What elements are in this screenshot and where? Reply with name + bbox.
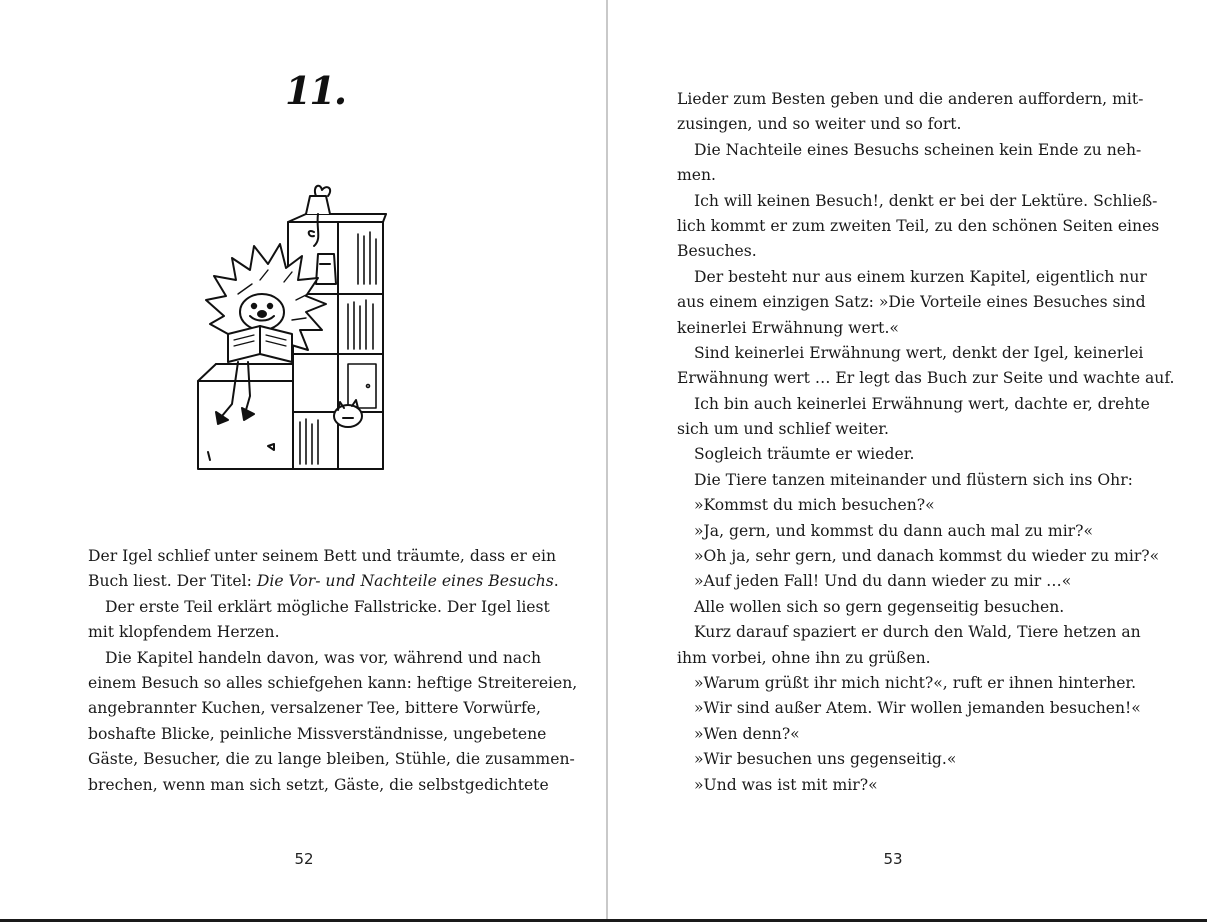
text-line: Besuches.: [677, 242, 757, 261]
text-line: Kurz darauf spaziert er durch den Wald, Tiere hetzen an: [694, 623, 1141, 642]
text-fragment: .: [553, 572, 559, 591]
text-line: »Und was ist mit mir?«: [694, 775, 878, 794]
text-line: »Ja, gern, und kommst du dann auch mal zu mir?«: [694, 521, 1094, 540]
text-line: Die Nachteile eines Besuchs scheinen kein Ende zu neh-: [694, 140, 1142, 159]
text-line: Sogleich träumte er wieder.: [694, 445, 915, 464]
left-page-body-text: [88, 544, 578, 798]
text-line: aus einem einzigen Satz: »Die Vorteile eines Besuches sind: [677, 293, 1146, 312]
text-line: lich kommt er zum zweiten Teil, zu den schönen Seiten eines: [677, 216, 1160, 235]
text-line: Der besteht nur aus einem kurzen Kapitel, eigentlich nur: [694, 267, 1147, 286]
text-line: keinerlei Erwähnung wert.«: [677, 318, 899, 337]
text-line: Ich will keinen Besuch!, denkt er bei der Lektüre. Schließ-: [694, 191, 1158, 210]
right-page-body-text: [677, 87, 1175, 798]
text-line: einem Besuch so alles schiefgehen kann: heftige Streitereien,: [88, 673, 578, 692]
text-line: »Wen denn?«: [694, 724, 800, 743]
text-fragment: Buch liest. Der Titel:: [88, 572, 257, 591]
text-line: Der Igel schlief unter seinem Bett und träumte, dass er ein: [88, 547, 556, 565]
text-line: »Wir besuchen uns gegenseitig.«: [694, 750, 957, 769]
text-line: men.: [677, 166, 717, 185]
text-line: brechen, wenn man sich setzt, Gäste, die selbstgedichtete: [88, 775, 549, 794]
text-line: Ich bin auch keinerlei Erwähnung wert, dachte er, drehte: [694, 394, 1150, 413]
text-line: »Auf jeden Fall! Und du dann wieder zu mir …«: [694, 572, 1072, 591]
text-line: angebrannter Kuchen, versalzener Tee, bittere Vorwürfe,: [88, 699, 541, 718]
text-line: [88, 569, 559, 594]
text-line: Gäste, Besucher, die zu lange bleiben, Stühle, die zusammen-: [88, 750, 575, 769]
text-line: »Oh ja, sehr gern, und danach kommst du wieder zu mir?«: [694, 547, 1160, 566]
text-line: Die Tiere tanzen miteinander und flüstern sich ins Ohr:: [694, 470, 1133, 489]
text-line: »Warum grüßt ihr mich nicht?«, ruft er ihnen hinterher.: [694, 673, 1137, 692]
text-line: Erwähnung wert … Er legt das Buch zur Seite und wachte auf.: [677, 369, 1175, 388]
text-line: ihm vorbei, ohne ihn zu grüßen.: [677, 648, 931, 667]
text-line: Lieder zum Besten geben und die anderen auffordern, mit-: [677, 90, 1144, 108]
text-line: mit klopfendem Herzen.: [88, 623, 280, 642]
page-number-right: 53: [883, 850, 903, 868]
text-line: »Wir sind außer Atem. Wir wollen jemanden besuchen!«: [694, 699, 1141, 718]
text-line: sich um und schlief weiter.: [677, 420, 889, 439]
hedgehog-reading-on-bookshelf-icon: [188, 184, 418, 479]
book-title-italic: Die Vor- und Nachteile eines Besuchs: [256, 572, 554, 591]
text-line: Die Kapitel handeln davon, was vor, während und nach: [105, 648, 541, 667]
text-line: »Kommst du mich besuchen?«: [694, 496, 935, 515]
text-line: zusingen, und so weiter und so fort.: [677, 115, 962, 134]
text-line: boshafte Blicke, peinliche Missverständnisse, ungebetene: [88, 724, 547, 743]
text-line: Sind keinerlei Erwähnung wert, denkt der Igel, keinerlei: [694, 343, 1144, 362]
chapter-number: 11.: [284, 68, 346, 113]
page-number-left: 52: [294, 850, 314, 868]
text-line: Alle wollen sich so gern gegenseitig besuchen.: [694, 597, 1065, 616]
text-line: Der erste Teil erklärt mögliche Fallstricke. Der Igel liest: [105, 597, 550, 616]
right-page: [608, 0, 1207, 922]
